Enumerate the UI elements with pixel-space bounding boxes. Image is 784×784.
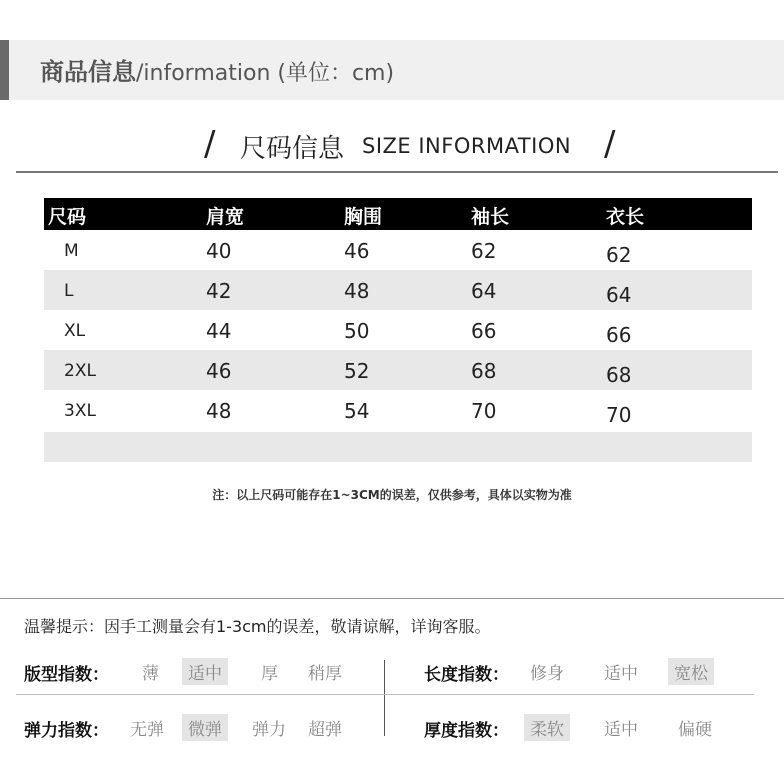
table-header [44, 198, 752, 230]
header-bar [0, 40, 784, 100]
stretch-index-row [24, 714, 374, 740]
shoulder-cell: 46 [206, 359, 232, 383]
table-empty-row [44, 432, 752, 462]
length-cell: 66 [606, 323, 632, 347]
index-vertical-divider [384, 660, 385, 736]
stretch-option-slight: 微弹 [182, 714, 228, 741]
thickness-option-soft: 柔软 [524, 714, 570, 741]
size-table [44, 198, 752, 462]
size-heading-en: SIZE INFORMATION [362, 134, 572, 158]
fit-index-row [24, 658, 374, 684]
fit-index-label: 版型指数： [24, 665, 109, 685]
length-index-row [424, 658, 764, 684]
size-cell: XL [64, 321, 86, 341]
bottom-divider [0, 598, 784, 599]
stretch-index-label: 弹力指数： [24, 721, 109, 741]
size-note: 注：以上尺码可能存在1~3CM的误差，仅供参考，具体以实物为准 [212, 488, 572, 502]
shoulder-cell: 42 [206, 279, 232, 303]
chest-cell: 50 [344, 319, 370, 343]
length-option-medium: 适中 [604, 664, 638, 684]
sleeve-cell: 64 [471, 279, 497, 303]
table-row [44, 230, 752, 270]
table-row [44, 310, 752, 350]
header-title [40, 52, 394, 87]
header-cell-length: 衣长 [606, 206, 645, 228]
chest-cell: 52 [344, 359, 370, 383]
thickness-option-stiff: 偏硬 [678, 720, 712, 740]
thickness-option-medium: 适中 [604, 720, 638, 740]
size-cell: 3XL [64, 401, 96, 421]
length-option-slim: 修身 [530, 664, 564, 684]
warm-tip: 温馨提示：因手工测量会有1-3cm的误差，敬请谅解，详询客服。 [24, 617, 491, 636]
size-cell: L [64, 281, 74, 301]
sleeve-cell: 70 [471, 399, 497, 423]
chest-cell: 46 [344, 239, 370, 263]
header-cell-sleeve: 袖长 [471, 206, 510, 228]
sleeve-cell: 68 [471, 359, 497, 383]
table-row [44, 390, 752, 430]
length-index-label: 长度指数： [424, 665, 509, 685]
sleeve-cell: 66 [471, 319, 497, 343]
header-cell-size: 尺码 [48, 206, 87, 228]
heading-slash-right: / [604, 124, 616, 164]
shoulder-cell: 48 [206, 399, 232, 423]
length-cell: 68 [606, 363, 632, 387]
stretch-option-super: 超弹 [308, 720, 342, 740]
stretch-option-stretch: 弹力 [252, 720, 286, 740]
heading-slash-left: / [204, 124, 216, 164]
thickness-index-row [424, 714, 764, 740]
length-cell: 62 [606, 243, 632, 267]
fit-option-medium: 适中 [182, 658, 228, 685]
table-row [44, 350, 752, 390]
length-option-loose: 宽松 [668, 658, 714, 685]
thickness-index-label: 厚度指数： [424, 721, 509, 741]
size-heading [0, 122, 784, 166]
header-title-en: /information (单位：cm) [136, 61, 395, 86]
shoulder-cell: 40 [206, 239, 232, 263]
fit-option-thin: 薄 [142, 664, 159, 684]
length-cell: 64 [606, 283, 632, 307]
stretch-option-none: 无弹 [130, 720, 164, 740]
chest-cell: 54 [344, 399, 370, 423]
header-accent-bar [0, 40, 9, 100]
fit-option-slightly-thick: 稍厚 [308, 664, 342, 684]
chest-cell: 48 [344, 279, 370, 303]
header-title-cn: 商品信息 [40, 58, 136, 86]
header-cell-chest: 胸围 [344, 206, 383, 228]
index-horizontal-divider [16, 694, 754, 695]
size-cell: 2XL [64, 361, 96, 381]
fit-option-thick: 厚 [261, 664, 278, 684]
sleeve-cell: 62 [471, 239, 497, 263]
length-cell: 70 [606, 403, 632, 427]
heading-divider [16, 171, 778, 173]
header-cell-shoulder: 肩宽 [206, 206, 245, 228]
size-cell: M [64, 241, 79, 261]
shoulder-cell: 44 [206, 319, 232, 343]
size-heading-cn: 尺码信息 [240, 134, 345, 164]
table-row [44, 270, 752, 310]
